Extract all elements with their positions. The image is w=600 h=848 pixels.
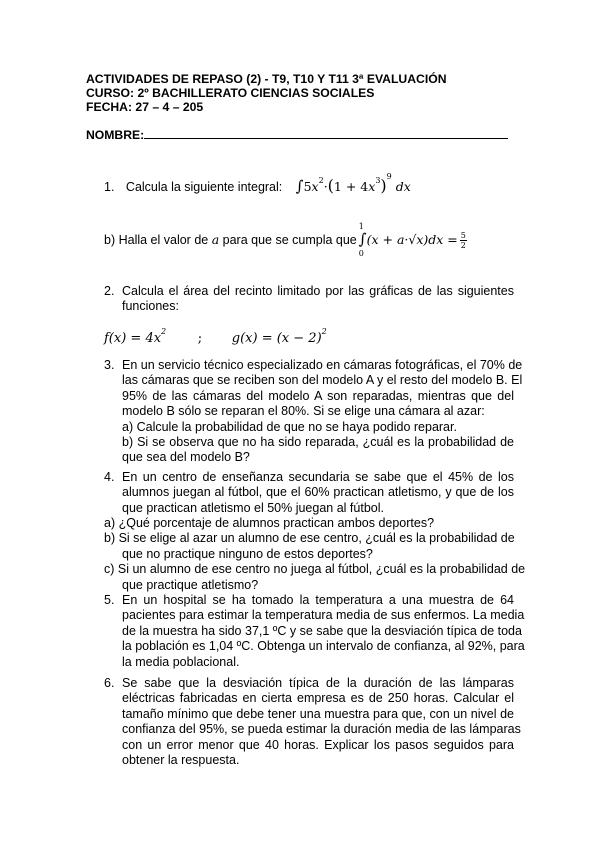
q6-line: Se sabe que la desviación típica de la duración de las lámparas xyxy=(122,676,514,690)
q2-line: Calcula el área del recinto limitado por las gráficas de las siguientes xyxy=(122,284,514,298)
q6-line: con un error menor que 40 horas. Explicar los pasos seguidos para xyxy=(122,737,514,752)
question-1 xyxy=(104,172,411,196)
q6-line: eléctricas fabricadas en cierta empresa es de 250 horas. Calcular el xyxy=(122,691,514,706)
q4-part-b: b) Si se elige al azar un alumno de ese centro, ¿cuál es la probabilidad de xyxy=(104,531,515,546)
q3-line: las cámaras que se reciben son del modelo A y el resto del modelo B. El xyxy=(122,373,523,388)
g-def: g(x) = (x − 2) xyxy=(231,331,322,346)
q4-part-c: c) Si un alumno de ese centro no juega al fútbol, ¿cuál es la probabilidad de xyxy=(104,562,526,577)
q3-line: modelo B sólo se reparan el 80%. Si se elige una cámara al azar: xyxy=(122,404,485,419)
q6-line: tamaño mínimo que debe tener una muestra para que, con un nivel de xyxy=(122,706,514,721)
header-date: FECHA: 27 – 4 – 205 xyxy=(86,100,204,114)
q5-line: pacientes para estimar la temperatura media de sus enfermos. La media xyxy=(122,608,525,623)
q1b-lower-limit: 0 xyxy=(358,249,364,258)
q4-part-b-cont: que no practique ninguno de estos deportes? xyxy=(122,546,373,561)
q4-line: alumnos juegan al fútbol, que el 60% practican atletismo, y que de los xyxy=(122,485,514,500)
question-2 xyxy=(122,284,514,315)
q3-number: 3. xyxy=(104,358,115,372)
q1b-fraction xyxy=(460,231,467,250)
q3-line: En un servicio técnico especializado en cámaras fotográficas, el 70% de xyxy=(122,358,523,372)
q1b-integrand: (x + a·√x)dx = xyxy=(366,232,458,247)
q1b-text-before: b) Halla el valor de xyxy=(104,233,209,247)
q1-integral xyxy=(295,172,411,195)
q1b-text-after: para que se cumpla que xyxy=(222,233,357,247)
q5-number: 5. xyxy=(104,593,115,607)
q1b-frac-num: 5 xyxy=(460,231,466,241)
question-3 xyxy=(122,358,523,466)
f-exp: 2 xyxy=(161,327,167,336)
q4-parts xyxy=(104,516,526,593)
g-exp: 2 xyxy=(321,327,327,336)
q3-line: que sea del modelo B? xyxy=(122,450,250,465)
q1-paren-close: ) xyxy=(380,176,387,195)
question-4 xyxy=(122,470,514,516)
q1-coef: 5 xyxy=(303,179,312,194)
q5-line: de la muestra ha sido 37,1 ºC y se sabe que la desviación típica de toda xyxy=(122,623,522,638)
q1-dot: · xyxy=(323,179,328,194)
integral-sign: ∫ xyxy=(295,177,304,195)
q4-line: En un centro de enseñanza secundaria se sabe que el 45% de los xyxy=(122,470,514,484)
q1-var-2: x xyxy=(368,179,376,194)
question-6 xyxy=(122,676,521,768)
q1b-var-a: a xyxy=(211,232,220,247)
q1-exp3: 3 xyxy=(375,176,381,185)
q1-text: Calcula la siguiente integral: xyxy=(125,180,283,194)
header-course: CURSO: 2º BACHILLERATO CIENCIAS SOCIALES xyxy=(86,86,375,100)
q6-line: obtener la respuesta. xyxy=(122,753,240,768)
q3-line: 95% de las cámaras del modelo A son reparadas, mientras que del xyxy=(122,388,514,403)
q1b-frac-den: 2 xyxy=(460,241,466,251)
header-title: ACTIVIDADES DE REPASO (2) - T9, T10 Y T11 3ª EVALUACIÓN xyxy=(86,72,447,86)
q1-exp9: 9 xyxy=(386,172,392,181)
f-function xyxy=(104,327,167,346)
name-underline xyxy=(144,127,508,139)
q3-part-a: a) Calcule la probabilidad de que no se haya podido reparar. xyxy=(122,419,457,434)
q4-number: 4. xyxy=(104,470,115,484)
function-separator: ; xyxy=(197,331,203,346)
q1-one-plus: 1 + 4 xyxy=(333,179,369,194)
q6-line: confianza del 95%, se pueda estimar la duración media de las lámparas xyxy=(122,722,521,737)
q1b-upper-limit: 1 xyxy=(358,222,364,231)
name-field xyxy=(86,127,508,142)
q6-number: 6. xyxy=(104,676,115,690)
q5-line: la media poblacional. xyxy=(122,654,240,669)
q4-part-c-cont: que practique atletismo? xyxy=(122,577,259,592)
q4-line: que practican atletismo el 50% juegan al fútbol. xyxy=(122,500,384,515)
q5-line: la población es 1,04 ºC. Obtenga un intervalo de confianza, al 92%, para xyxy=(122,639,525,654)
g-function xyxy=(231,327,327,346)
q2-number: 2. xyxy=(104,284,115,298)
q1-dx: dx xyxy=(395,179,411,194)
q2-functions xyxy=(104,329,327,347)
q4-part-a: a) ¿Qué porcentaje de alumnos practican ambos deportes? xyxy=(104,516,435,530)
q5-line: En un hospital se ha tomado la temperatura a una muestra de 64 xyxy=(122,593,514,607)
question-1b xyxy=(104,222,467,258)
q1-exp2: 2 xyxy=(318,176,324,185)
name-label: NOMBRE: xyxy=(86,128,145,142)
q2-line: funciones: xyxy=(122,299,179,314)
q1-var: x xyxy=(311,179,319,194)
q1-number: 1. xyxy=(104,180,115,194)
question-5 xyxy=(122,593,525,670)
q1b-integral: 1 ∫ 0 xyxy=(359,231,367,248)
q3-part-b: b) Si se observa que no ha sido reparada, ¿cuál es la probabilidad de xyxy=(122,435,514,450)
f-def: f(x) = 4x xyxy=(104,331,162,346)
q1-paren-open: ( xyxy=(327,176,334,195)
